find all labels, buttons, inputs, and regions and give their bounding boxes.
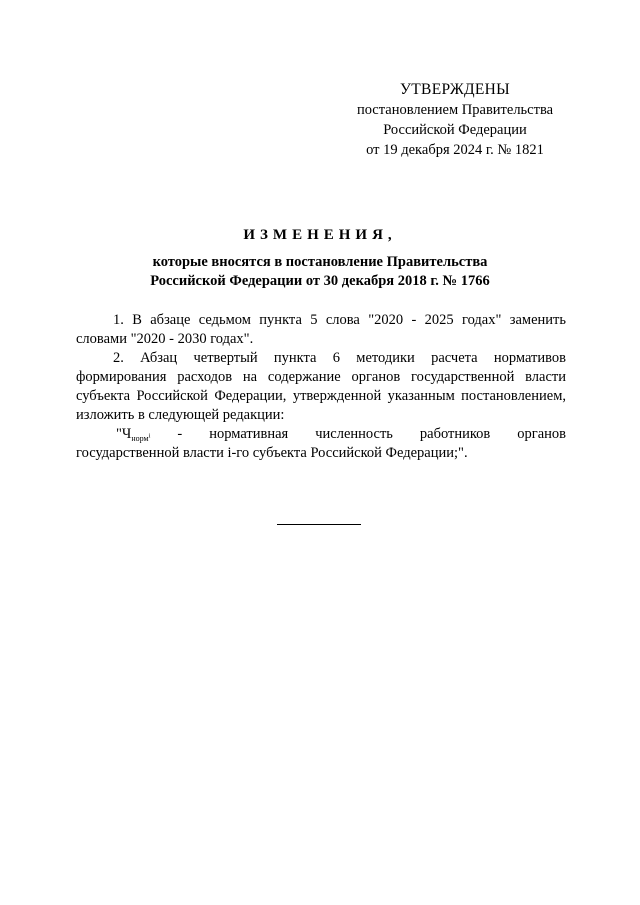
amendment-item-1: 1. В абзаце седьмом пункта 5 слова "2020 - 2025 годах" заменить словами "2020 - 2030 годах".: [76, 312, 566, 347]
approval-stamp: [330, 80, 580, 160]
end-divider: [277, 524, 361, 525]
heading-title: ИЗМЕНЕНИЯ,: [243, 227, 397, 243]
approval-title: УТВЕРЖДЕНЫ: [400, 81, 510, 98]
document-heading: [60, 225, 580, 291]
approval-line-3: от 19 декабря 2024 г. № 1821: [366, 142, 544, 158]
formula-symbol: "Ч: [116, 426, 132, 442]
amendment-item-2-first-line: 2. Абзац четвертый пункта 6 методики расчета нормативов: [113, 350, 566, 366]
formula-continuation: государственной власти i-го субъекта Российской Федерации;".: [76, 445, 468, 461]
formula-definition: [76, 425, 566, 444]
heading-subtitle-line-2: Российской Федерации от 30 декабря 2018 г. № 1766: [150, 273, 490, 289]
approval-line-2: Российской Федерации: [383, 122, 527, 138]
formula-description: - нормативная численность работников органов: [150, 426, 566, 442]
heading-subtitle-line-1: которые вносятся в постановление Правительства: [152, 254, 488, 270]
amendment-item-2-continuation: формирования расходов на содержание органов государственной власти субъекта Российской Федерации, утвержденной указанным постановлением, изложить в следующей редакции:: [76, 369, 566, 423]
formula-subscript-index: i: [148, 432, 151, 440]
formula-subscript: нормi: [131, 432, 151, 443]
heading-subtitle: [60, 253, 580, 291]
approval-line-1: постановлением Правительства: [356, 102, 554, 118]
document-body: [76, 311, 566, 463]
